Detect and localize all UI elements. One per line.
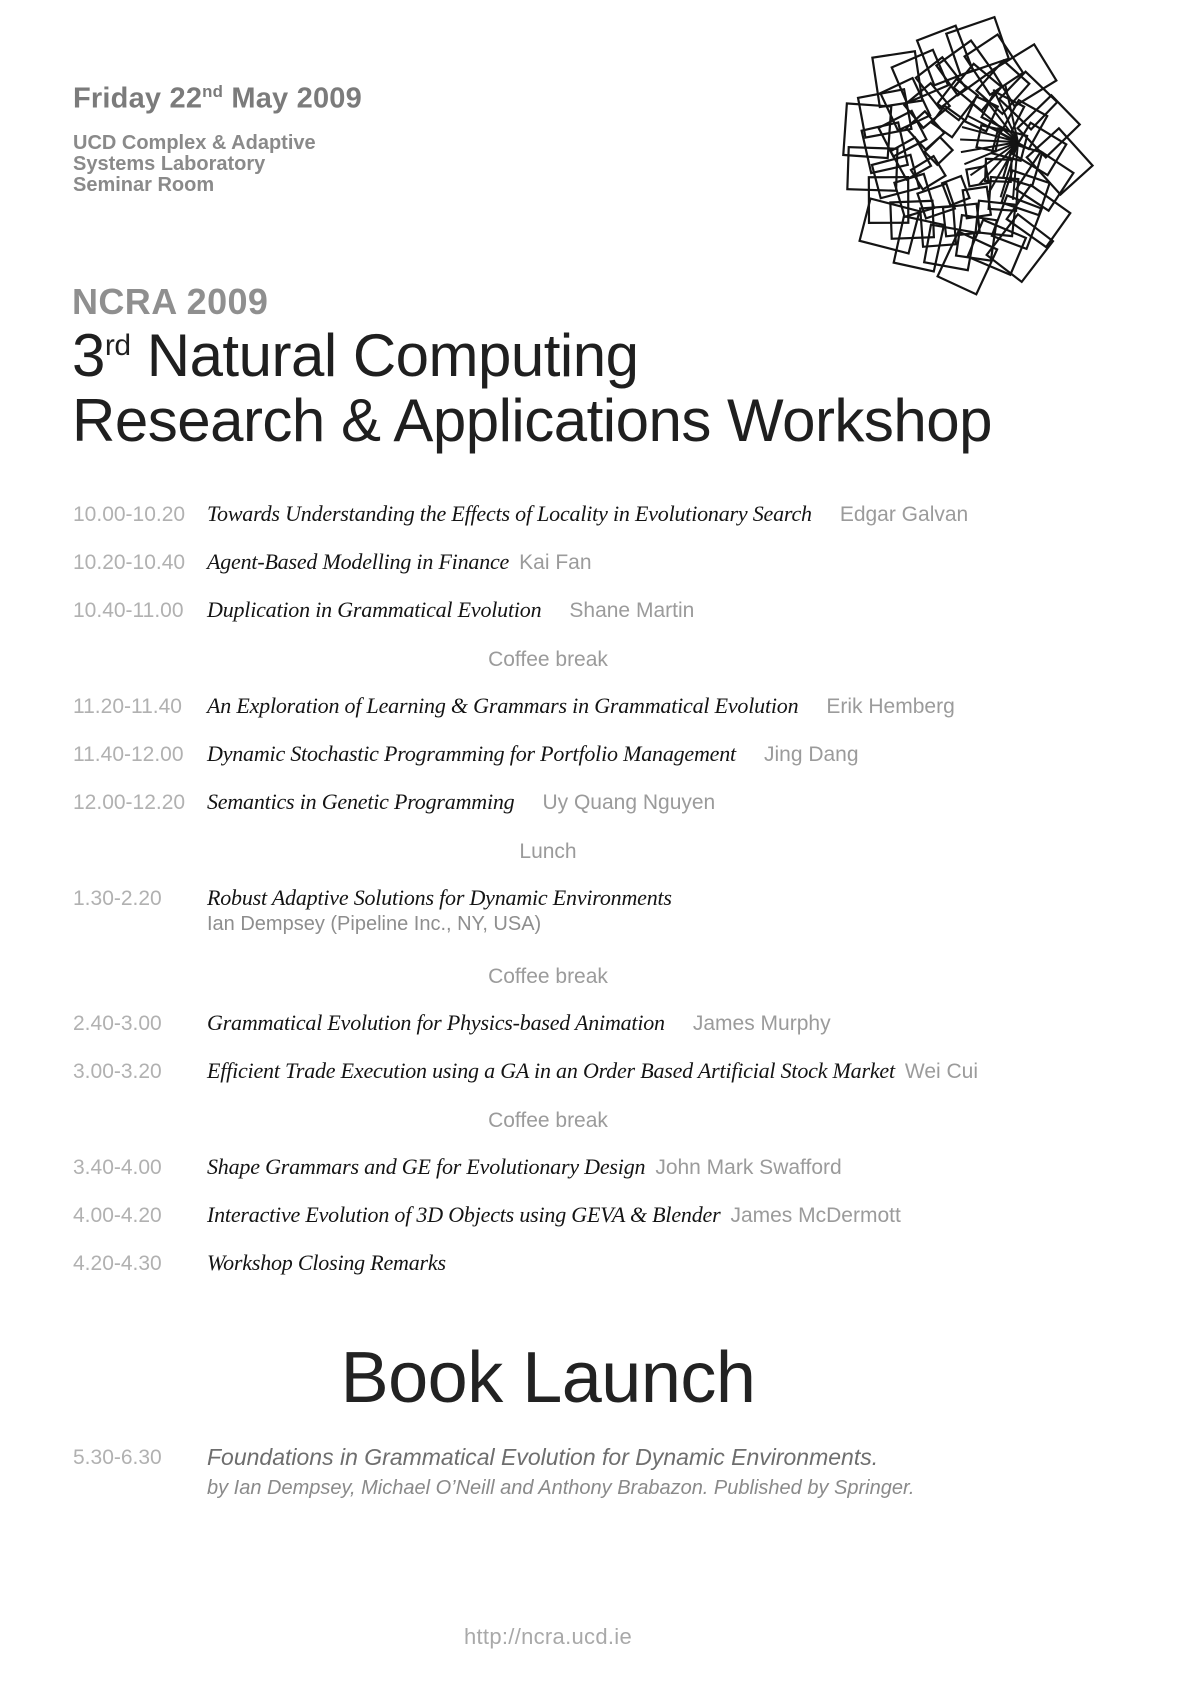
schedule-row — [73, 743, 1023, 791]
talk-time: 10.00-10.20 — [73, 503, 186, 526]
talk-time: 10.40-11.00 — [73, 599, 184, 622]
title-ordinal: rd — [104, 329, 131, 362]
schedule-row — [73, 1012, 1023, 1060]
break-label: Coffee break — [488, 648, 608, 671]
break-label: Coffee break — [488, 1109, 608, 1132]
talk-title: Workshop Closing Remarks — [207, 1250, 446, 1275]
schedule — [73, 503, 1023, 1300]
schedule-row — [73, 551, 1023, 599]
workshop-title — [72, 324, 992, 454]
talk-time: 10.20-10.40 — [73, 551, 186, 574]
schedule-row — [73, 887, 1023, 964]
talk-time: 1.30-2.20 — [73, 887, 162, 910]
break-row — [73, 647, 1023, 695]
event-date-day: Friday 22 — [73, 82, 203, 115]
footer — [73, 1624, 1023, 1650]
talk-speaker: Shane Martin — [569, 599, 695, 622]
talk-speaker-note: Ian Dempsey (Pipeline Inc., NY, USA) — [207, 913, 542, 935]
talk-title: Robust Adaptive Solutions for Dynamic Environments — [207, 885, 672, 910]
talk-time: 2.40-3.00 — [73, 1012, 162, 1035]
talk-time: 3.00-3.20 — [73, 1060, 162, 1083]
workshop-tag: NCRA 2009 — [72, 281, 269, 322]
schedule-row — [73, 1060, 1023, 1108]
venue-line: Systems Laboratory — [73, 153, 266, 176]
talk-speaker: James McDermott — [730, 1204, 901, 1227]
break-row — [73, 839, 1023, 887]
talk-speaker: Wei Cui — [904, 1060, 979, 1083]
workshop-title-line1 — [72, 324, 992, 389]
title-block — [72, 281, 992, 454]
talk-title: Agent-Based Modelling in Finance — [207, 549, 510, 574]
schedule-row — [73, 503, 1023, 551]
title-line1-text: Natural Computing — [130, 322, 639, 389]
book-launch-heading: Book Launch — [340, 1338, 756, 1418]
venue — [73, 133, 362, 197]
schedule-row — [73, 1252, 1023, 1300]
title-number: 3 — [72, 322, 105, 389]
talk-time: 12.00-12.20 — [73, 791, 186, 814]
talk-title: Duplication in Grammatical Evolution — [207, 597, 542, 622]
talk-title: Semantics in Genetic Programming — [207, 789, 515, 814]
event-date-month-year: May 2009 — [223, 82, 362, 115]
schedule-row — [73, 1156, 1023, 1204]
talk-speaker: Kai Fan — [519, 551, 592, 574]
break-label: Lunch — [519, 840, 577, 863]
break-row — [73, 964, 1023, 1012]
schedule-row — [73, 1204, 1023, 1252]
talk-speaker: Erik Hemberg — [826, 695, 955, 718]
website-link[interactable]: http://ncra.ucd.ie — [463, 1624, 633, 1649]
break-label: Coffee break — [488, 965, 608, 988]
schedule-row — [73, 791, 1023, 839]
talk-speaker: John Mark Swafford — [655, 1156, 842, 1179]
spiral-squares-icon — [850, 24, 1090, 294]
talk-title: Towards Understanding the Effects of Locality in Evolutionary Search — [207, 501, 812, 526]
talk-title: Dynamic Stochastic Programming for Portfolio Management — [207, 741, 736, 766]
talk-title: An Exploration of Learning & Grammars in Grammatical Evolution — [207, 693, 799, 718]
talk-time: 4.20-4.30 — [73, 1252, 162, 1275]
event-date-ordinal: nd — [202, 82, 224, 101]
break-row — [73, 1108, 1023, 1156]
talk-time: 11.40-12.00 — [73, 743, 184, 766]
talk-speaker: Edgar Galvan — [839, 503, 969, 526]
talk-speaker: Uy Quang Nguyen — [542, 791, 716, 814]
talk-time: 4.00-4.20 — [73, 1204, 162, 1227]
talk-time: 3.40-4.00 — [73, 1156, 162, 1179]
talk-title: Efficient Trade Execution using a GA in an Order Based Artificial Stock Market — [207, 1058, 895, 1083]
ncra-spiral-logo — [850, 24, 1090, 294]
talk-title: Grammatical Evolution for Physics-based Animation — [207, 1010, 665, 1035]
venue-line: Seminar Room — [73, 174, 215, 197]
workshop-title-line2: Research & Applications Workshop — [72, 386, 993, 454]
talk-speaker: James Murphy — [692, 1012, 831, 1035]
talk-speaker: Jing Dang — [763, 743, 859, 766]
book-launch-section — [73, 1338, 1023, 1514]
venue-line: UCD Complex & Adaptive — [73, 131, 316, 154]
book-byline: by Ian Dempsey, Michael O’Neill and Anthony Brabazon. Published by Springer. — [207, 1477, 915, 1499]
talk-time: 11.20-11.40 — [73, 695, 182, 718]
schedule-row — [73, 695, 1023, 743]
book-title: Foundations in Grammatical Evolution for Dynamic Environments. — [207, 1444, 879, 1470]
event-date — [73, 82, 362, 116]
schedule-row — [73, 599, 1023, 647]
talk-title: Interactive Evolution of 3D Objects using GEVA & Blender — [207, 1202, 721, 1227]
book-launch-entry — [73, 1444, 1023, 1514]
book-launch-time: 5.30-6.30 — [73, 1446, 162, 1469]
talk-title: Shape Grammars and GE for Evolutionary Design — [207, 1154, 646, 1179]
event-header — [73, 82, 362, 197]
